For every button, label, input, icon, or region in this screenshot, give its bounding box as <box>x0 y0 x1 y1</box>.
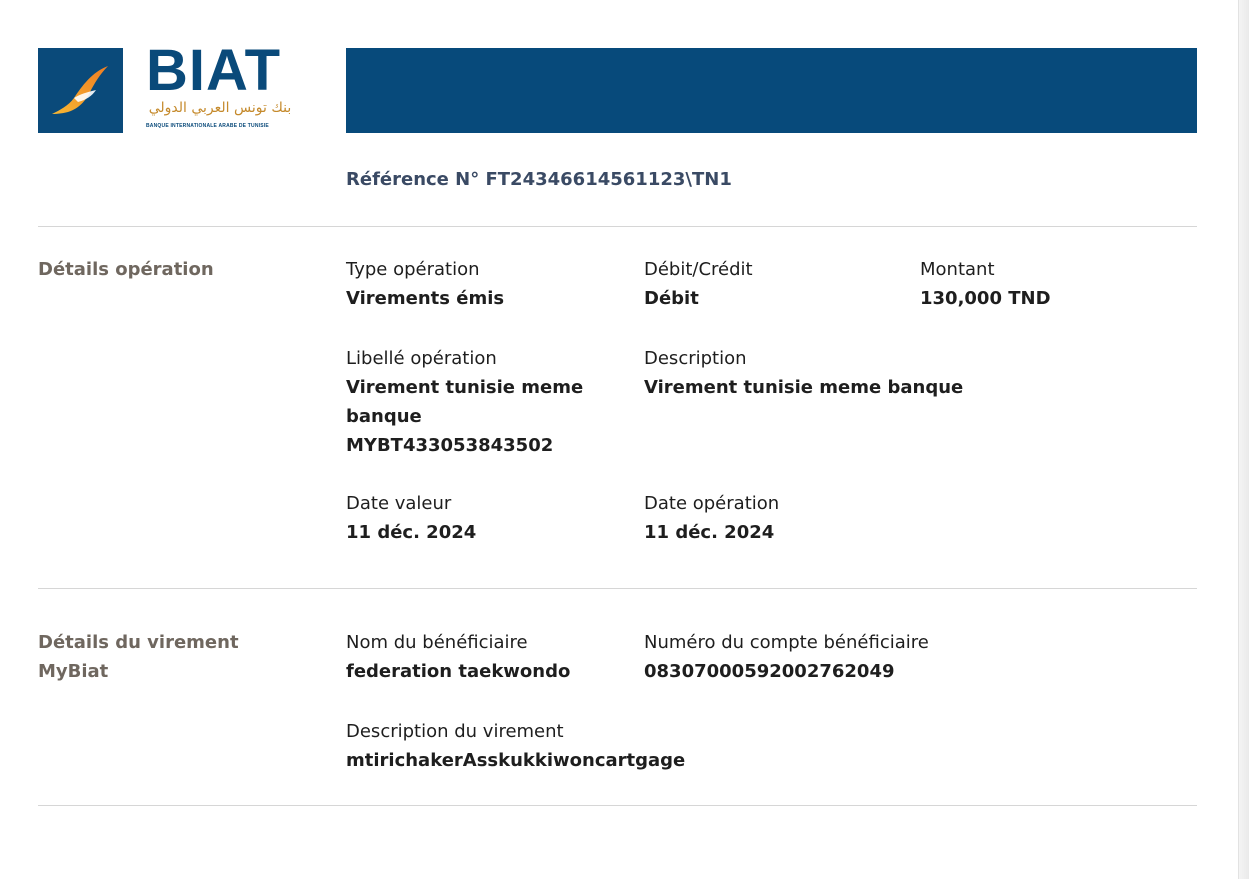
field-value-line: Virement tunisie meme <box>346 377 584 398</box>
field-value-date <box>346 489 476 547</box>
divider <box>38 588 1197 589</box>
field-label: Libellé opération <box>346 348 497 369</box>
field-label: Nom du bénéficiaire <box>346 632 528 653</box>
field-beneficiary-name <box>346 628 570 686</box>
field-value: Virement tunisie meme banque <box>644 377 964 398</box>
divider <box>38 226 1197 227</box>
section-title-transfer <box>38 628 298 686</box>
field-operation-type <box>346 255 504 313</box>
header-banner <box>346 48 1197 133</box>
field-label: Description du virement <box>346 721 564 742</box>
page-edge <box>1238 0 1249 879</box>
field-value: federation taekwondo <box>346 661 571 682</box>
biat-logo <box>38 38 298 133</box>
section-title-line: MyBiat <box>38 661 109 682</box>
section-title-operation: Détails opération <box>38 259 214 280</box>
field-label: Date opération <box>644 493 780 514</box>
divider <box>38 805 1197 806</box>
logo-emblem <box>38 48 123 133</box>
field-label: Description <box>644 348 747 369</box>
field-value: Virements émis <box>346 288 505 309</box>
field-value: 11 déc. 2024 <box>644 522 775 543</box>
field-value: 130,000 TND <box>920 288 1051 309</box>
logo-wordmark: BIAT <box>146 38 282 103</box>
field-value: 08307000592002762049 <box>644 661 895 682</box>
field-description <box>644 344 963 402</box>
field-transfer-description <box>346 717 685 775</box>
logo-full-name: BANQUE INTERNATIONALE ARABE DE TUNISIE <box>146 123 269 129</box>
field-label: Numéro du compte bénéficiaire <box>644 632 929 653</box>
section-title-line: Détails du virement <box>38 632 239 653</box>
reference-number: Référence N° FT24346614561123\TN1 <box>346 169 732 190</box>
field-debit-credit <box>644 255 753 313</box>
document-header <box>38 38 1197 133</box>
field-value: Débit <box>644 288 699 309</box>
logo-arabic-name: بنك تونس العربي الدولي <box>148 100 292 116</box>
field-label: Débit/Crédit <box>644 259 753 280</box>
field-value: 11 déc. 2024 <box>346 522 477 543</box>
field-label: Type opération <box>346 259 480 280</box>
field-libelle <box>346 344 616 460</box>
field-amount <box>920 255 1051 313</box>
field-label: Montant <box>920 259 995 280</box>
field-beneficiary-account <box>644 628 929 686</box>
field-value: mtirichakerAsskukkiwoncartgage <box>346 750 686 771</box>
field-label: Date valeur <box>346 493 452 514</box>
swoosh-icon <box>38 48 123 133</box>
field-operation-date <box>644 489 779 547</box>
field-value-line: MYBT433053843502 <box>346 435 554 456</box>
field-value-line: banque <box>346 406 422 427</box>
